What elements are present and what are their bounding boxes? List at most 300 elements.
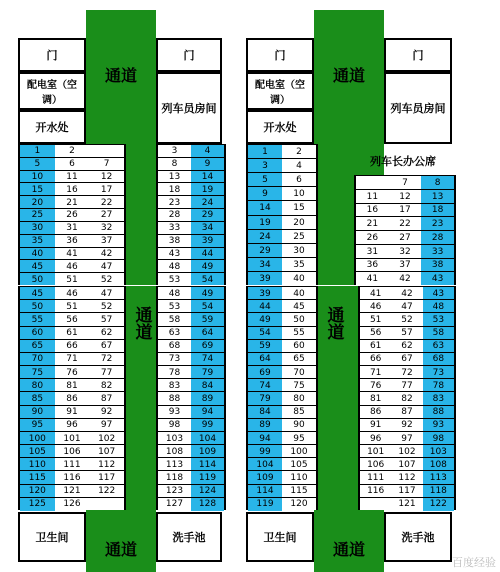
seat-row xyxy=(248,444,316,458)
seat-number: 15 xyxy=(20,183,55,196)
seat-number: 28 xyxy=(421,231,454,245)
seat-row xyxy=(158,144,224,158)
seat-number: 23 xyxy=(168,197,181,208)
seat-number: 3 xyxy=(171,146,178,157)
aisle-char-2: 道 xyxy=(135,323,153,343)
seat-row xyxy=(20,208,124,222)
seat-number: 107 xyxy=(398,459,416,470)
seat-number: 86 xyxy=(66,393,78,404)
seat-number: 6 xyxy=(296,175,302,186)
seat-row xyxy=(20,418,124,432)
seat-row xyxy=(360,339,454,353)
seat-number: 54 xyxy=(191,273,224,285)
seat-number: 66 xyxy=(369,354,382,365)
seat-row xyxy=(158,208,224,222)
seat-number: 39 xyxy=(248,272,282,285)
seat-number: 91 xyxy=(369,420,382,431)
seat-number: 26 xyxy=(366,232,379,243)
seat-row xyxy=(20,157,124,171)
seat-number: 1 xyxy=(248,145,282,159)
seat-number: 87 xyxy=(401,407,413,418)
seat-number: 44 xyxy=(248,300,282,313)
seat-row xyxy=(158,272,224,285)
seat-number: 53 xyxy=(168,301,181,312)
seat-number: 71 xyxy=(369,367,382,378)
seat-number: 80 xyxy=(293,393,305,404)
seat-number: 62 xyxy=(401,341,413,352)
seat-number xyxy=(360,498,391,511)
seat-row xyxy=(20,391,124,405)
seat-row xyxy=(248,312,316,326)
washbasin: 洗手池 xyxy=(156,512,222,562)
washbasin: 洗手池 xyxy=(384,512,452,562)
seat-row xyxy=(158,339,224,353)
seat-row xyxy=(158,444,224,458)
seat-number: 77 xyxy=(401,380,413,391)
seat-number: 75 xyxy=(293,380,305,391)
seat-number: 68 xyxy=(168,341,181,352)
door-right: 门 xyxy=(384,38,452,72)
seat-number: 92 xyxy=(100,407,113,418)
seat-number: 67 xyxy=(100,341,113,352)
seat-number: 18 xyxy=(168,184,181,195)
aisle-label-bottom: 通道 xyxy=(104,540,137,559)
seat-number: 40 xyxy=(293,288,305,299)
seat-row xyxy=(158,182,224,196)
seat-number: 77 xyxy=(100,367,113,378)
seat-number: 34 xyxy=(248,258,282,272)
seat-row xyxy=(248,352,316,366)
seat-number: 38 xyxy=(421,259,454,273)
seat-block-right xyxy=(156,144,226,285)
seat-number: 49 xyxy=(191,287,224,300)
seat-number: 88 xyxy=(168,393,181,404)
seat-row xyxy=(158,457,224,471)
seat-number: 14 xyxy=(191,171,224,184)
seat-number: 63 xyxy=(168,328,181,339)
aisle-char-2: 道 xyxy=(327,323,345,343)
seat-number: 55 xyxy=(20,313,55,326)
seat-number: 11 xyxy=(66,172,78,183)
seat-number: 47 xyxy=(100,288,113,299)
seat-number: 20 xyxy=(293,217,305,228)
seat-number: 45 xyxy=(20,260,55,273)
seat-row xyxy=(158,378,224,392)
seat-number: 67 xyxy=(401,354,413,365)
watermark: 百度经验 xyxy=(452,556,496,569)
seat-row xyxy=(248,144,316,159)
seat-number: 21 xyxy=(66,197,78,208)
seat-number: 25 xyxy=(293,231,305,242)
seat-number: 75 xyxy=(20,366,55,379)
seat-number: 79 xyxy=(191,366,224,379)
seat-number: 64 xyxy=(191,327,224,340)
seat-number: 118 xyxy=(423,485,454,498)
seat-row xyxy=(248,470,316,484)
seat-number: 48 xyxy=(168,261,181,272)
seat-number: 97 xyxy=(100,420,113,431)
seat-number: 122 xyxy=(423,498,454,511)
seat-number: 44 xyxy=(191,248,224,261)
seat-number: 39 xyxy=(191,235,224,248)
seat-number: 21 xyxy=(366,219,379,230)
seat-number: 118 xyxy=(165,473,184,484)
seat-row xyxy=(356,258,454,273)
seat-number: 64 xyxy=(248,353,282,366)
seat-number xyxy=(89,498,124,511)
seat-number: 26 xyxy=(66,210,78,221)
seat-row xyxy=(20,457,124,471)
seat-number: 106 xyxy=(63,446,81,457)
seat-number: 92 xyxy=(401,420,413,431)
seat-number: 115 xyxy=(290,486,308,497)
seat-number: 121 xyxy=(398,499,416,510)
seat-row xyxy=(360,299,454,313)
power-room: 配电室（空调） xyxy=(246,72,314,110)
seat-row xyxy=(20,470,124,484)
seat-number: 89 xyxy=(248,419,282,432)
seat-number: 101 xyxy=(63,433,81,444)
seat-number: 114 xyxy=(248,485,282,498)
seat-number: 116 xyxy=(367,486,385,497)
seat-number: 5 xyxy=(20,158,55,171)
seat-number: 99 xyxy=(248,445,282,458)
seat-number: 84 xyxy=(191,379,224,392)
seat-row xyxy=(158,195,224,209)
aisle-label: 通道 xyxy=(332,66,365,85)
seat-number: 31 xyxy=(366,246,379,257)
seat-row xyxy=(360,444,454,458)
seat-number: 69 xyxy=(191,340,224,353)
seat-number: 115 xyxy=(20,471,55,484)
seat-number: 42 xyxy=(399,274,411,285)
seat-number: 56 xyxy=(66,314,78,325)
seat-row xyxy=(158,221,224,235)
seat-number: 3 xyxy=(248,159,282,173)
seat-row xyxy=(248,257,316,272)
seat-number: 39 xyxy=(248,287,282,300)
seat-number: 12 xyxy=(399,191,411,202)
seat-number xyxy=(356,176,389,190)
seat-number: 32 xyxy=(100,223,113,234)
seat-number: 112 xyxy=(98,459,116,470)
seat-number: 110 xyxy=(290,473,308,484)
seat-number: 84 xyxy=(248,406,282,419)
seat-row xyxy=(360,484,454,498)
seat-number: 45 xyxy=(293,301,305,312)
seat-block-left xyxy=(18,286,126,510)
seat-row xyxy=(360,418,454,432)
seat-row xyxy=(20,170,124,184)
seat-number: 63 xyxy=(423,340,454,353)
seat-row xyxy=(360,352,454,366)
seat-row xyxy=(158,286,224,300)
seat-number: 8 xyxy=(421,176,454,190)
seat-number: 51 xyxy=(369,314,382,325)
seat-row xyxy=(158,299,224,313)
seat-row xyxy=(20,326,124,340)
seat-number: 46 xyxy=(66,261,78,272)
seat-number: 113 xyxy=(165,459,184,470)
seat-number: 122 xyxy=(98,486,116,497)
seat-block-left xyxy=(246,144,318,285)
seat-number: 125 xyxy=(20,498,55,511)
seat-number: 49 xyxy=(191,260,224,273)
seat-row xyxy=(360,286,454,300)
seat-number: 81 xyxy=(66,380,78,391)
seat-number: 65 xyxy=(20,340,55,353)
seat-row xyxy=(20,286,124,300)
seat-number: 33 xyxy=(421,245,454,259)
seat-number: 105 xyxy=(290,459,308,470)
seat-number: 111 xyxy=(63,459,81,470)
seat-number: 97 xyxy=(401,433,413,444)
seat-number: 54 xyxy=(248,327,282,340)
seat-number: 24 xyxy=(248,230,282,244)
seat-number: 50 xyxy=(20,273,55,285)
seat-number: 41 xyxy=(369,288,382,299)
seat-number: 18 xyxy=(421,204,454,218)
seat-row xyxy=(360,405,454,419)
seat-row xyxy=(248,418,316,432)
power-room: 配电室（空调） xyxy=(18,72,86,110)
seat-number: 70 xyxy=(20,353,55,366)
seat-number: 29 xyxy=(191,209,224,222)
seat-block-left xyxy=(246,286,318,510)
seat-number: 42 xyxy=(401,288,413,299)
seat-number: 59 xyxy=(191,313,224,326)
seat-number: 58 xyxy=(168,314,181,325)
seat-number: 57 xyxy=(100,314,113,325)
seat-number: 72 xyxy=(401,367,413,378)
seat-number: 116 xyxy=(63,473,81,484)
seat-number: 65 xyxy=(293,354,305,365)
seat-number: 33 xyxy=(168,223,181,234)
door-left: 门 xyxy=(18,38,86,72)
seat-number: 70 xyxy=(293,367,305,378)
seat-number: 117 xyxy=(98,473,116,484)
seat-number: 17 xyxy=(100,184,113,195)
seat-row xyxy=(356,216,454,231)
seat-row xyxy=(248,172,316,187)
seat-number: 14 xyxy=(248,201,282,215)
seat-row xyxy=(20,444,124,458)
door-left: 门 xyxy=(246,38,314,72)
seat-number: 53 xyxy=(168,274,181,285)
seat-number: 22 xyxy=(100,197,113,208)
seat-number: 111 xyxy=(367,473,385,484)
seat-number: 4 xyxy=(191,145,224,158)
seat-row xyxy=(248,391,316,405)
seat-number: 98 xyxy=(168,420,181,431)
seat-row xyxy=(158,497,224,511)
seat-number: 106 xyxy=(367,459,385,470)
seat-row xyxy=(356,203,454,218)
seat-number: 11 xyxy=(366,191,379,202)
seat-number: 93 xyxy=(168,407,181,418)
seat-number: 87 xyxy=(100,393,113,404)
seat-number: 52 xyxy=(401,314,413,325)
seat-number: 74 xyxy=(248,379,282,392)
seat-row xyxy=(20,144,124,158)
seat-number: 51 xyxy=(66,274,78,285)
seat-number: 56 xyxy=(369,328,382,339)
seat-row xyxy=(248,215,316,230)
seat-number: 48 xyxy=(423,300,454,313)
seat-number: 30 xyxy=(20,222,55,235)
seat-number: 119 xyxy=(191,471,224,484)
seat-row xyxy=(158,418,224,432)
seat-number: 119 xyxy=(248,498,282,511)
seat-row xyxy=(158,484,224,498)
seat-number: 124 xyxy=(191,485,224,498)
seat-number: 27 xyxy=(100,210,113,221)
seat-row xyxy=(360,365,454,379)
seat-number: 60 xyxy=(20,327,55,340)
seat-row xyxy=(20,484,124,498)
seat-number: 102 xyxy=(398,446,416,457)
seat-number: 66 xyxy=(66,341,78,352)
seat-number: 37 xyxy=(100,236,113,247)
seat-row xyxy=(158,352,224,366)
seat-number: 22 xyxy=(399,219,411,230)
seat-number: 53 xyxy=(423,313,454,326)
seat-number: 23 xyxy=(421,217,454,231)
seat-number: 61 xyxy=(369,341,382,352)
seat-number: 89 xyxy=(191,392,224,405)
seat-row xyxy=(360,431,454,445)
seat-number: 74 xyxy=(191,353,224,366)
seat-number: 55 xyxy=(293,328,305,339)
seat-number: 2 xyxy=(296,147,302,158)
seat-row xyxy=(360,378,454,392)
seat-number: 94 xyxy=(248,432,282,445)
seat-number: 28 xyxy=(168,210,181,221)
seat-number: 30 xyxy=(293,245,305,256)
seat-row xyxy=(158,391,224,405)
seat-number: 12 xyxy=(100,172,113,183)
seat-number: 6 xyxy=(69,159,75,170)
seat-number: 112 xyxy=(398,473,416,484)
seat-number: 43 xyxy=(168,248,181,259)
seat-number: 96 xyxy=(66,420,78,431)
seat-row xyxy=(248,326,316,340)
seat-number: 98 xyxy=(423,432,454,445)
seat-number: 103 xyxy=(165,433,184,444)
car-bottom-left xyxy=(14,286,226,572)
seat-number: 121 xyxy=(63,486,81,497)
seat-number: 73 xyxy=(168,354,181,365)
seat-number: 13 xyxy=(168,172,181,183)
seat-row xyxy=(356,175,454,190)
seat-number: 5 xyxy=(248,173,282,187)
seat-number: 10 xyxy=(293,189,305,200)
seat-number: 41 xyxy=(66,248,78,259)
seat-row xyxy=(20,405,124,419)
seat-number: 103 xyxy=(423,445,454,458)
seat-row xyxy=(248,229,316,244)
seat-block-right xyxy=(358,286,456,510)
seat-number: 2 xyxy=(69,146,75,157)
seat-number: 43 xyxy=(423,287,454,300)
seat-row xyxy=(360,497,454,511)
seat-number: 50 xyxy=(293,314,305,325)
seat-number: 46 xyxy=(369,301,382,312)
seat-row xyxy=(20,272,124,285)
seat-number: 25 xyxy=(20,209,55,222)
seat-number: 91 xyxy=(66,407,78,418)
seat-number: 127 xyxy=(165,499,184,510)
seat-number: 128 xyxy=(191,498,224,511)
seat-number: 59 xyxy=(248,340,282,353)
seat-row xyxy=(20,497,124,511)
aisle-label: 通道 xyxy=(104,66,137,85)
seat-number: 126 xyxy=(63,499,81,510)
seat-row xyxy=(248,339,316,353)
seat-number: 27 xyxy=(399,232,411,243)
seat-number: 72 xyxy=(100,354,113,365)
seat-number: 79 xyxy=(248,392,282,405)
seat-number: 32 xyxy=(399,246,411,257)
seat-row xyxy=(360,326,454,340)
seat-number: 95 xyxy=(293,433,305,444)
seat-number: 57 xyxy=(401,328,413,339)
seat-number: 108 xyxy=(423,458,454,471)
seat-row xyxy=(248,365,316,379)
seat-row xyxy=(158,431,224,445)
seat-number: 78 xyxy=(168,367,181,378)
seat-row xyxy=(20,365,124,379)
seat-number: 99 xyxy=(191,419,224,432)
seat-number: 52 xyxy=(100,274,113,285)
seat-number: 41 xyxy=(366,274,379,285)
seat-number: 105 xyxy=(20,445,55,458)
crew-room: 列车员房间 xyxy=(156,72,222,144)
aisle-label-bottom: 通道 xyxy=(332,540,365,559)
seat-number: 82 xyxy=(100,380,113,391)
seat-number: 43 xyxy=(421,272,454,285)
seat-number: 102 xyxy=(98,433,116,444)
seat-row xyxy=(248,186,316,201)
seat-number: 48 xyxy=(168,288,181,299)
seat-number: 90 xyxy=(20,406,55,419)
seat-row xyxy=(20,312,124,326)
seat-block-right xyxy=(156,286,226,510)
seat-number: 37 xyxy=(399,260,411,271)
seat-row xyxy=(20,234,124,248)
seat-row xyxy=(248,243,316,258)
seat-number: 4 xyxy=(296,161,302,172)
seat-number: 36 xyxy=(366,260,379,271)
car-bottom-right xyxy=(244,286,456,572)
seat-row xyxy=(248,457,316,471)
seat-number: 19 xyxy=(191,183,224,196)
seat-number: 9 xyxy=(191,158,224,171)
seat-number: 71 xyxy=(66,354,78,365)
seat-number: 54 xyxy=(191,300,224,313)
seat-row xyxy=(20,221,124,235)
seat-row xyxy=(248,497,316,511)
seat-number: 16 xyxy=(366,205,379,216)
seat-row xyxy=(360,391,454,405)
seat-row xyxy=(248,431,316,445)
seat-row xyxy=(158,312,224,326)
chief-desk: 列车长办公席 xyxy=(370,155,436,168)
seat-number: 123 xyxy=(165,486,184,497)
water-station: 开水处 xyxy=(246,110,314,144)
seat-row xyxy=(20,259,124,273)
seat-number: 60 xyxy=(293,341,305,352)
